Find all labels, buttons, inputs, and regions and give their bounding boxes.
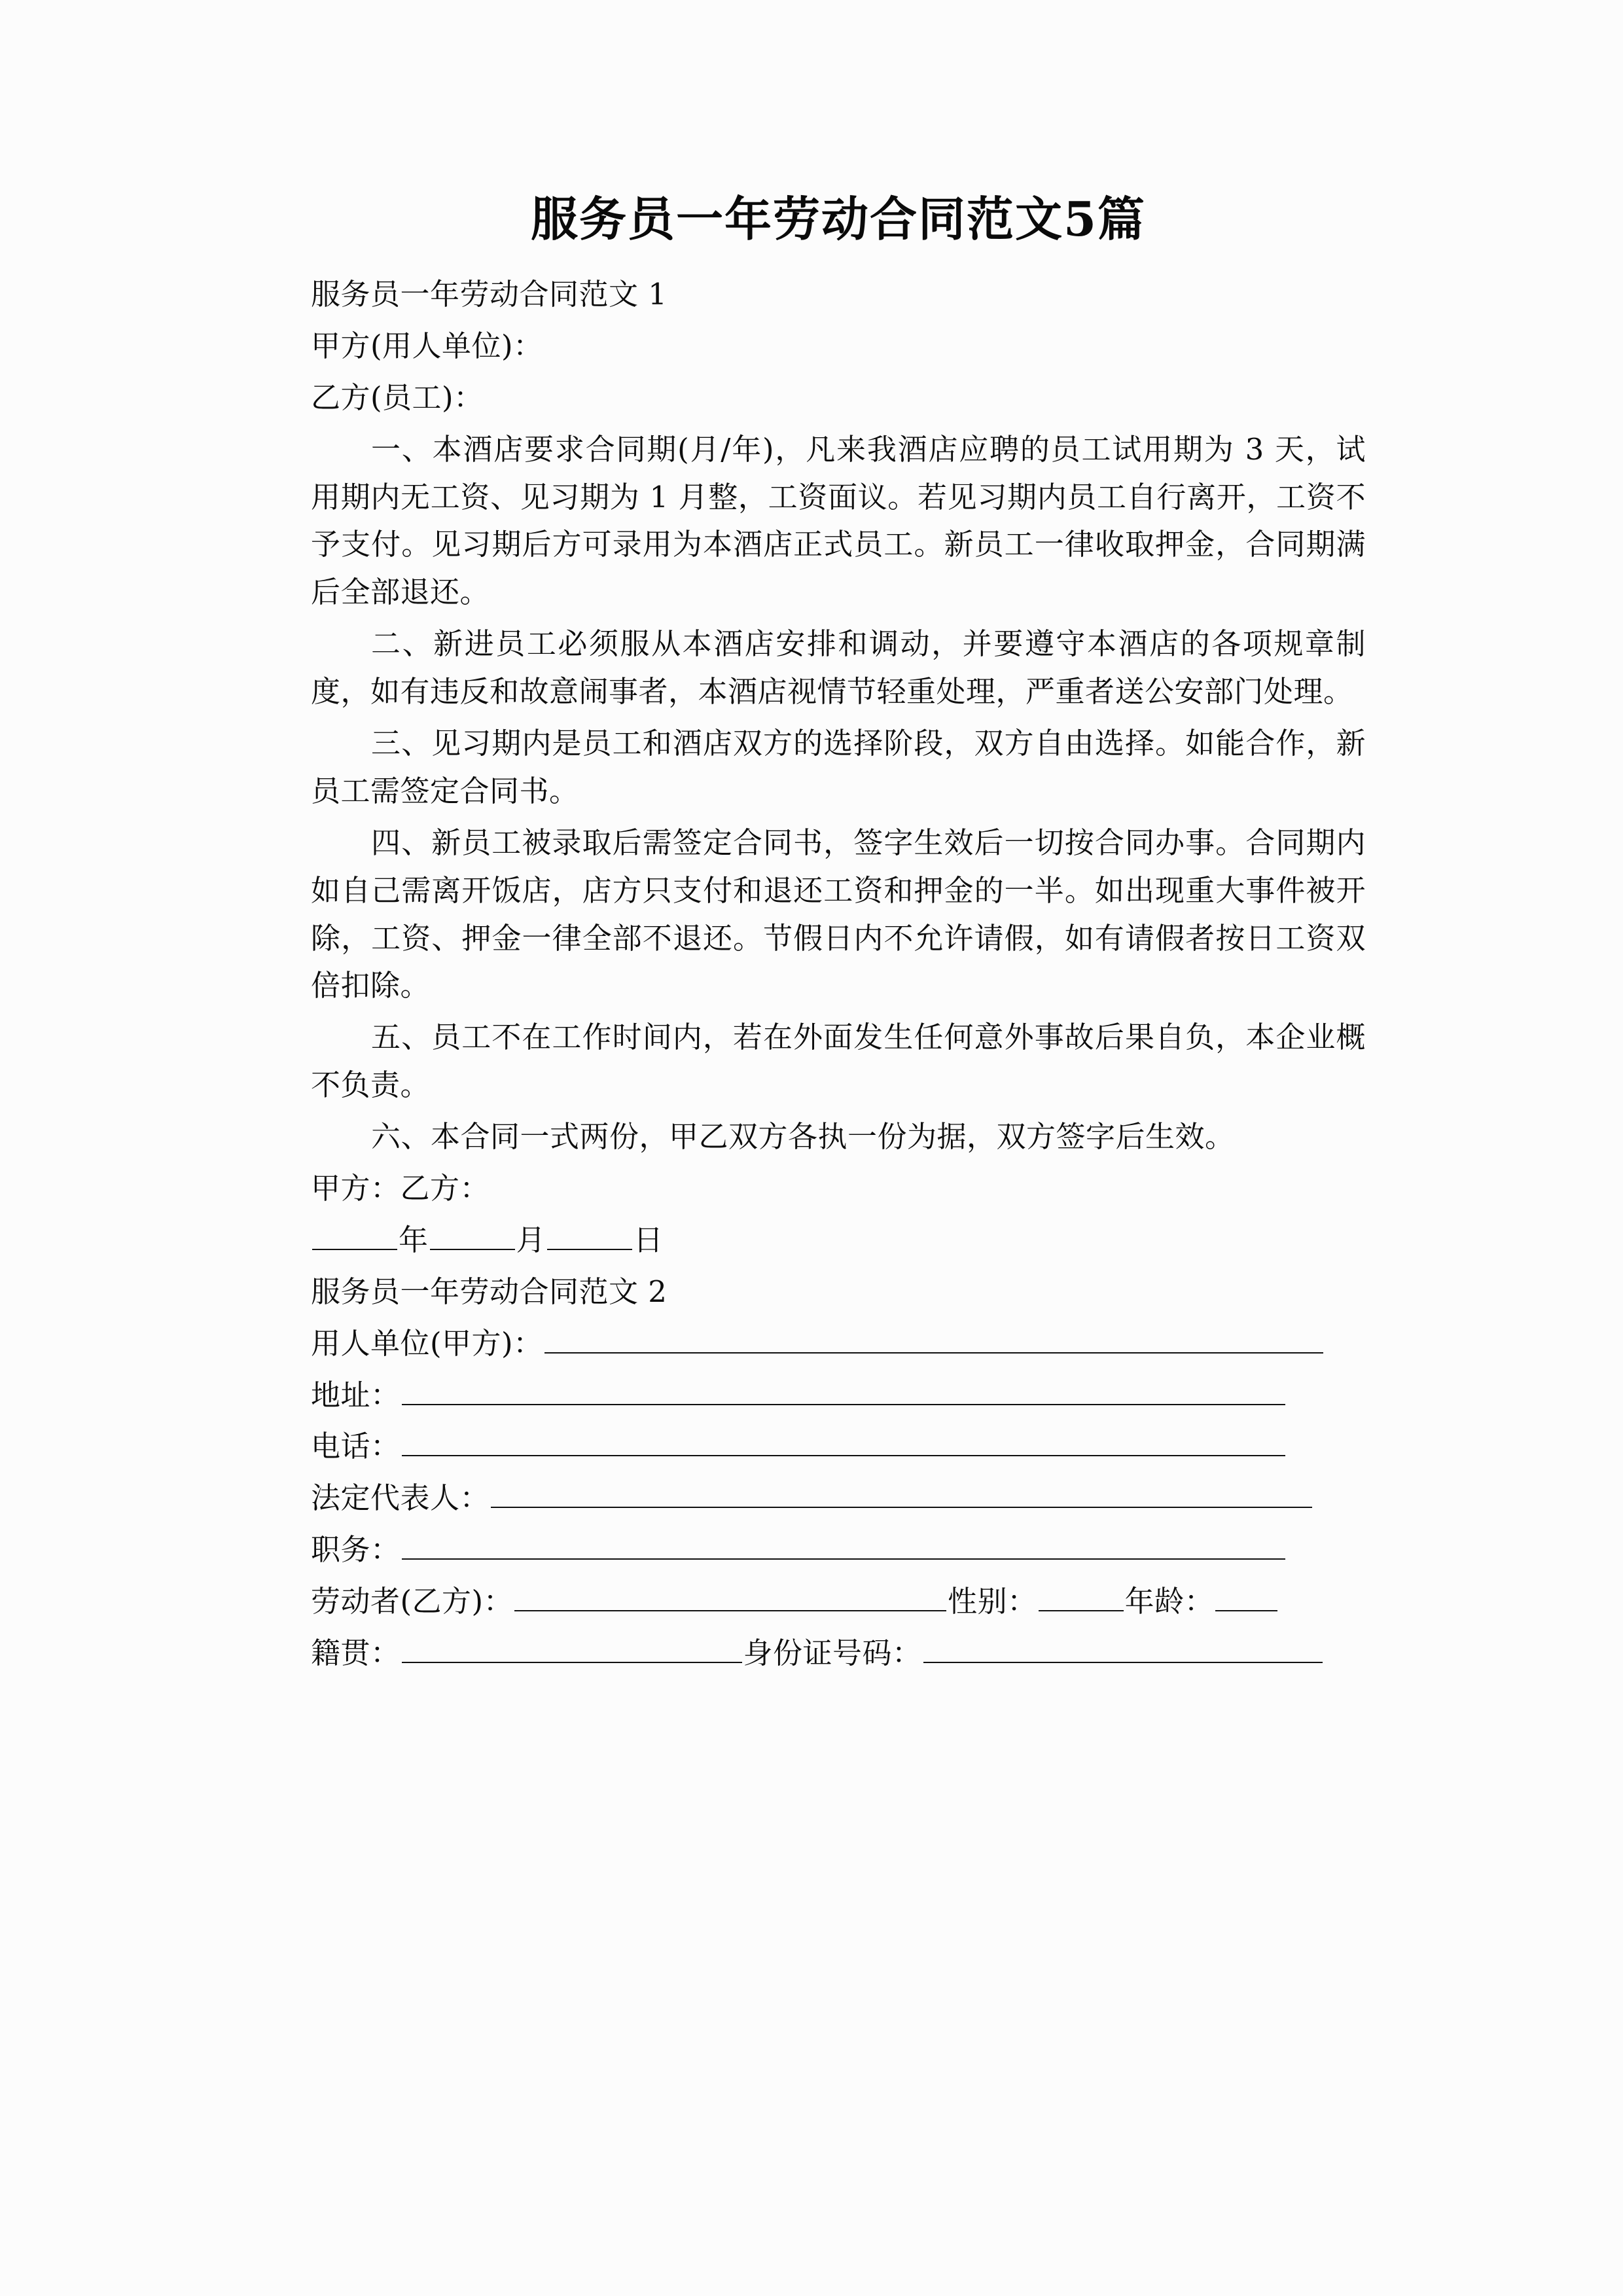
party-a-label: 甲方(用人单位)： (311, 328, 543, 363)
date-line (311, 1217, 1366, 1265)
clause-1: 一、本酒店要求合同期(月/年)，凡来我酒店应聘的员工试用期为 3 天，试用期内无工资、见习期为 1 月整，工资面议。若见习期内员工自行离开，工资不予支付。见习期后方可录用为本酒店正式员工。新员工一律收取押金，合同期满后全部退还。 (311, 431, 1366, 610)
month-label: 月 (516, 1222, 546, 1257)
field-position-blank[interactable] (402, 1532, 1285, 1560)
field-worker-name-blank[interactable] (514, 1583, 946, 1611)
field-age-label: 年龄： (1124, 1584, 1215, 1619)
field-employer-label: 用人单位(甲方)： (311, 1325, 543, 1361)
field-employer-blank[interactable] (544, 1325, 1323, 1353)
field-age-blank[interactable] (1215, 1583, 1277, 1611)
field-legal-representative-label: 法定代表人： (311, 1480, 490, 1516)
party-b-label: 乙方(员工)： (311, 380, 484, 415)
signature-line: 甲方：乙方： (311, 1171, 490, 1206)
section-1-heading: 服务员一年劳动合同范文 1 (311, 277, 668, 312)
day-blank[interactable] (547, 1222, 632, 1250)
field-address-blank[interactable] (402, 1376, 1285, 1405)
field-position (311, 1526, 1366, 1574)
year-label: 年 (399, 1222, 429, 1257)
field-origin-blank[interactable] (402, 1635, 742, 1663)
clause-2: 二、新进员工必须服从本酒店安排和调动，并要遵守本酒店的各项规章制度，如有违反和故意闹事者，本酒店视情节轻重处理，严重者送公安部门处理。 (311, 626, 1366, 709)
field-phone-blank[interactable] (402, 1428, 1285, 1456)
field-id-label: 身份证号码： (743, 1636, 922, 1671)
field-legal-representative (311, 1475, 1366, 1522)
field-gender-blank[interactable] (1039, 1583, 1124, 1611)
field-phone (311, 1423, 1366, 1471)
year-blank[interactable] (312, 1222, 397, 1250)
field-id-blank[interactable] (923, 1635, 1323, 1663)
field-phone-label: 电话： (311, 1429, 401, 1464)
field-origin-label: 籍贯： (311, 1636, 401, 1671)
field-worker-row (311, 1578, 1366, 1626)
field-worker-name-label: 劳动者(乙方)： (311, 1584, 514, 1619)
clause-6: 六、本合同一式两份，甲乙双方各执一份为据，双方签字后生效。 (371, 1119, 1235, 1155)
day-label: 日 (633, 1222, 664, 1257)
page-title: 服务员一年劳动合同范文5篇 (530, 191, 1147, 247)
field-gender-label: 性别： (948, 1584, 1037, 1619)
clause-4: 四、新员工被录取后需签定合同书，签字生效后一切按合同办事。合同期内如自己需离开饭店，店方只支付和退还工资和押金的一半。如出现重大事件被开除，工资、押金一律全部不退还。节假日内不允许请假，如有请假者按日工资双倍扣除。 (311, 825, 1366, 1003)
month-blank[interactable] (430, 1222, 515, 1250)
field-origin-row (311, 1630, 1366, 1677)
field-position-label: 职务： (311, 1532, 401, 1568)
clause-3: 三、见习期内是员工和酒店双方的选择阶段，双方自由选择。如能合作，新员工需签定合同书。 (311, 726, 1366, 808)
field-address-label: 地址： (311, 1377, 401, 1412)
field-legal-representative-blank[interactable] (491, 1480, 1312, 1508)
section-2-heading: 服务员一年劳动合同范文 2 (311, 1274, 668, 1309)
document-content (311, 190, 1366, 1681)
field-employer (311, 1320, 1366, 1368)
field-address (311, 1372, 1366, 1420)
clause-5: 五、员工不在工作时间内，若在外面发生任何意外事故后果自负，本企业概不负责。 (311, 1020, 1366, 1103)
